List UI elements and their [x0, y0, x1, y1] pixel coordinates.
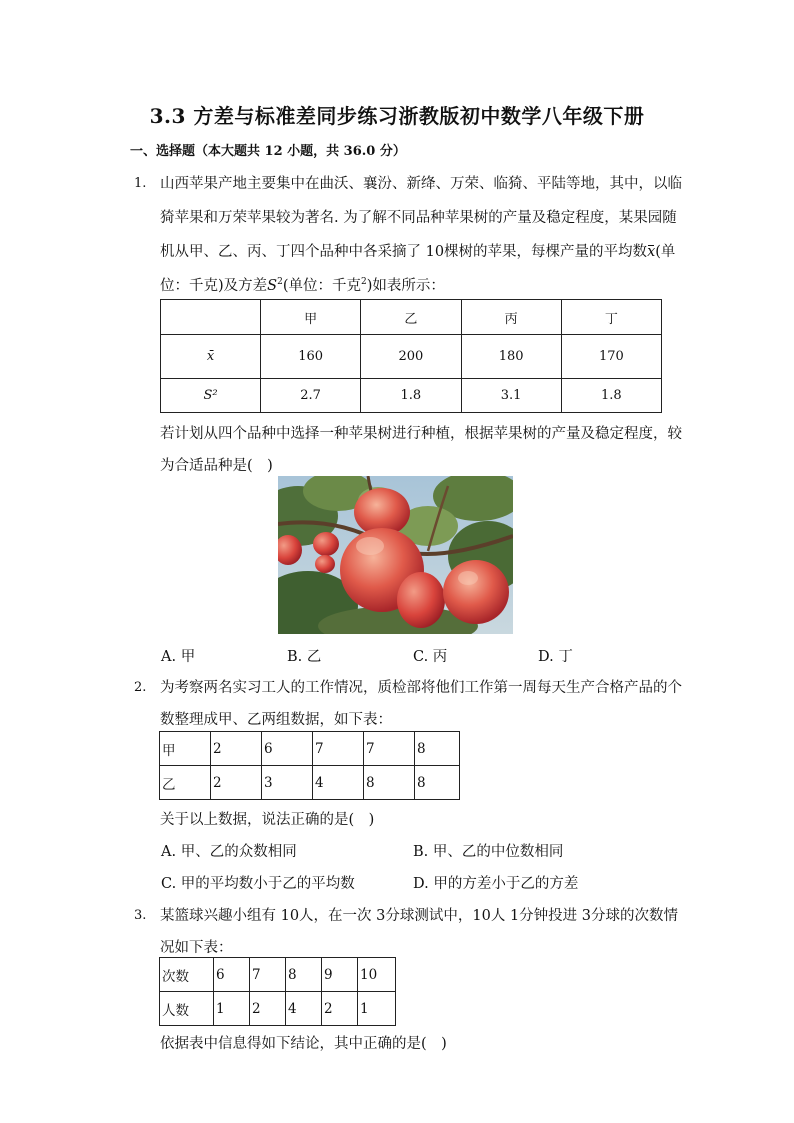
table-cell: 2 — [322, 992, 358, 1026]
table-cell: 6 — [214, 958, 250, 992]
question-1-option-b[interactable]: B. 乙 — [287, 649, 322, 665]
table-row-label: 甲 — [160, 732, 211, 766]
table-row-label: 人数 — [160, 992, 214, 1026]
table-cell: 2.7 — [261, 379, 361, 413]
table-header-row — [161, 300, 662, 335]
question-1-line-4-tail: )如表所示： — [366, 278, 445, 294]
question-1-line-1: 山西苹果产地主要集中在曲沃、襄汾、新绛、万荣、临猗、平陆等地，其中，以临 — [160, 176, 682, 192]
table-cell: 8 — [286, 958, 322, 992]
table-row-label: 乙 — [160, 766, 211, 800]
table-cell: 1 — [358, 992, 396, 1026]
table-cell: 7 — [250, 958, 286, 992]
question-2-option-a[interactable]: A. 甲、乙的众数相同 — [161, 844, 297, 860]
question-2-line-1: 为考察两名实习工人的工作情况，质检部将他们工作第一周每天生产合格产品的个 — [160, 680, 682, 696]
table-cell: 9 — [322, 958, 358, 992]
question-1-line-2: 猗苹果和万荣苹果较为著名. 为了解不同品种苹果树的产量及稳定程度，某果园随 — [160, 210, 677, 226]
table-cell: 3.1 — [461, 379, 561, 413]
question-3-line-1: 某篮球兴趣小组有 10人，在一次 3分球测试中，10人 1分钟投进 3分球的次数情 — [160, 908, 679, 924]
table-row-label: 次数 — [160, 958, 214, 992]
table-cell — [161, 300, 261, 335]
table-cell: 6 — [262, 732, 313, 766]
section-heading: 一、选择题（本大题共 12 小题，共 36.0 分） — [130, 144, 406, 159]
question-3-number: 3. — [134, 908, 147, 923]
question-2-option-d[interactable]: D. 甲的方差小于乙的方差 — [413, 876, 579, 892]
table-cell: 丁 — [561, 300, 661, 335]
table-cell: 8 — [364, 766, 415, 800]
question-2-number: 2. — [134, 680, 147, 695]
table-cell: 7 — [364, 732, 415, 766]
question-2-line-3: 关于以上数据，说法正确的是( ) — [160, 812, 375, 828]
question-2-option-b[interactable]: B. 甲、乙的中位数相同 — [413, 844, 564, 860]
variance-exponent: 2 — [277, 277, 283, 288]
question-1-option-c[interactable]: C. 丙 — [413, 649, 448, 665]
variance-symbol: S — [267, 278, 278, 294]
table-row — [160, 766, 460, 800]
table-cell: 180 — [461, 335, 561, 379]
mean-symbol: x — [647, 244, 656, 260]
table-cell: 160 — [261, 335, 361, 379]
table-row — [160, 992, 396, 1026]
table-row — [161, 379, 662, 413]
question-3-line-3: 依据表中信息得如下结论，其中正确的是( ) — [160, 1036, 447, 1052]
apple-yield-table — [160, 299, 662, 413]
table-cell: 甲 — [261, 300, 361, 335]
question-1-line-4-text: 位：千克)及方差 — [160, 278, 268, 294]
table-cell: 4 — [313, 766, 364, 800]
table-cell: 乙 — [361, 300, 461, 335]
table-cell: 1.8 — [361, 379, 461, 413]
question-1-option-d[interactable]: D. 丁 — [538, 649, 573, 665]
table-row — [160, 732, 460, 766]
question-2-line-2: 数整理成甲、乙两组数据，如下表： — [160, 712, 392, 728]
table-cell: 2 — [211, 732, 262, 766]
question-1-line-3 — [160, 240, 675, 261]
question-1-unit-text: (单位：千克 — [282, 278, 362, 294]
table-cell: 2 — [211, 766, 262, 800]
table-cell: 丙 — [461, 300, 561, 335]
table-cell: 7 — [313, 732, 364, 766]
table-cell: 8 — [415, 732, 460, 766]
table-cell: 8 — [415, 766, 460, 800]
question-3-line-2: 况如下表： — [160, 940, 233, 956]
question-1-line-4 — [160, 274, 445, 295]
table-row — [161, 335, 662, 379]
table-cell: 170 — [561, 335, 661, 379]
table-cell: 10 — [358, 958, 396, 992]
question-1-line-3-text: 机从甲、乙、丙、丁四个品种中各采摘了 10棵树的苹果，每棵产量的平均数 — [160, 244, 648, 260]
question-1-number: 1. — [134, 176, 147, 191]
question-1-line-6: 为合适品种是( ) — [160, 458, 273, 474]
apple-photo — [278, 476, 513, 634]
question-1-line-3-tail: (单 — [655, 244, 676, 260]
question-1-line-5: 若计划从四个品种中选择一种苹果树进行种植，根据苹果树的产量及稳定程度，较 — [160, 426, 682, 442]
table-cell: 1.8 — [561, 379, 661, 413]
basketball-shots-table — [159, 957, 396, 1026]
question-1-option-a[interactable]: A. 甲 — [161, 649, 196, 665]
unit-exponent: 2 — [361, 277, 367, 288]
table-row-label: x̄ — [161, 335, 261, 379]
table-cell: 3 — [262, 766, 313, 800]
page-title: 3.3 方差与标准差同步练习浙教版初中数学八年级下册 — [149, 104, 645, 128]
table-cell: 1 — [214, 992, 250, 1026]
question-2-option-c[interactable]: C. 甲的平均数小于乙的平均数 — [161, 876, 355, 892]
table-row — [160, 958, 396, 992]
table-row-label: S² — [161, 379, 261, 413]
table-cell: 4 — [286, 992, 322, 1026]
table-cell: 200 — [361, 335, 461, 379]
worker-output-table — [159, 731, 460, 800]
table-cell: 2 — [250, 992, 286, 1026]
